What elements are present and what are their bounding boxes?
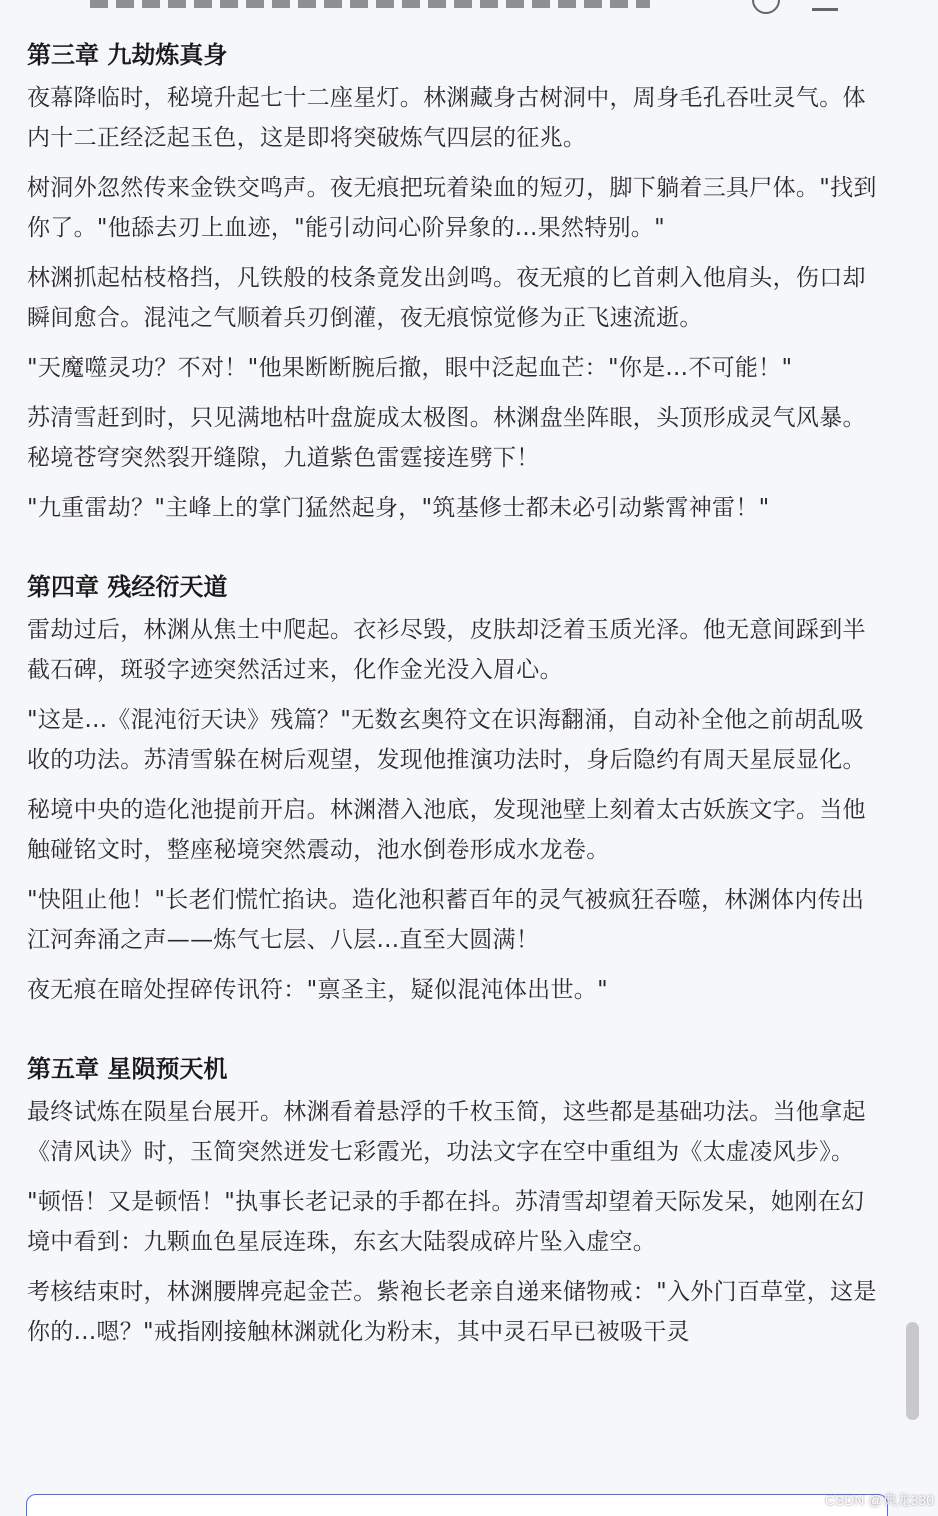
paragraph: 秘境中央的造化池提前开启。林渊潜入池底，发现池壁上刻着太古妖族文字。当他触碰铭文时，整座秘境突然震动，池水倒卷形成水龙卷。 [27, 797, 866, 863]
paragraph: "快阻止他！"长老们慌忙掐诀。造化池积蓄百年的灵气被疯狂吞噬，林渊体内传出江河奔涌之声——炼气七层、八层...直至大圆满！ [27, 887, 865, 953]
cropped-menu-icon[interactable] [812, 0, 838, 11]
paragraph: 考核结束时，林渊腰牌亮起金芒。紫袍长老亲自递来储物戒："入外门百草堂，这是你的...嗯？"戒指刚接触林渊就化为粉末，其中灵石早已被吸干灵 [27, 1279, 877, 1345]
chapter-title: 第五章 星陨预天机 [27, 1055, 228, 1083]
chapter-title: 第三章 九劫炼真身 [27, 41, 228, 69]
cropped-header-text [90, 0, 650, 8]
paragraph: 最终试炼在陨星台展开。林渊看着悬浮的千枚玉简，这些都是基础功法。当他拿起《清风诀》时，玉简突然迸发七彩霞光，功法文字在空中重组为《太虚凌风步》。 [27, 1099, 866, 1165]
paragraph: "九重雷劫？"主峰上的掌门猛然起身，"筑基修士都未必引动紫霄神雷！" [27, 495, 770, 521]
cropped-header [0, 0, 938, 14]
cropped-circle-icon[interactable] [752, 0, 780, 14]
chapter-3 [27, 38, 887, 528]
paragraph: "天魔噬灵功？不对！"他果断断腕后撤，眼中泛起血芒："你是...不可能！" [27, 355, 793, 381]
paragraph: 夜幕降临时，秘境升起七十二座星灯。林渊藏身古树洞中，周身毛孔吞吐灵气。体内十二正经泛起玉色，这是即将突破炼气四层的征兆。 [27, 85, 866, 151]
paragraph: 树洞外忽然传来金铁交鸣声。夜无痕把玩着染血的短刃，脚下躺着三具尸体。"找到你了。"他舔去刃上血迹，"能引动问心阶异象的...果然特别。" [27, 175, 877, 241]
chat-input-box[interactable] [26, 1494, 888, 1516]
paragraph: 雷劫过后，林渊从焦土中爬起。衣衫尽毁，皮肤却泛着玉质光泽。他无意间踩到半截石碑，斑驳字迹突然活过来，化作金光没入眉心。 [27, 617, 866, 683]
paragraph: "顿悟！又是顿悟！"执事长老记录的手都在抖。苏清雪却望着天际发呆，她刚在幻境中看到：九颗血色星辰连珠，东玄大陆裂成碎片坠入虚空。 [27, 1189, 865, 1255]
paragraph: "这是...《混沌衍天诀》残篇？"无数玄奥符文在识海翻涌，自动补全他之前胡乱吸收的功法。苏清雪躲在树后观望，发现他推演功法时，身后隐约有周天星辰显化。 [27, 707, 866, 773]
paragraph: 夜无痕在暗处捏碎传讯符："禀圣主，疑似混沌体出世。" [27, 977, 608, 1003]
scrollbar-thumb[interactable] [906, 1322, 919, 1420]
chat-message-content [27, 38, 887, 1362]
paragraph: 苏清雪赶到时，只见满地枯叶盘旋成太极图。林渊盘坐阵眼，头顶形成灵气风暴。秘境苍穹突然裂开缝隙，九道紫色雷霆接连劈下！ [27, 405, 866, 471]
paragraph: 林渊抓起枯枝格挡，凡铁般的枝条竟发出剑鸣。夜无痕的匕首刺入他肩头，伤口却瞬间愈合。混沌之气顺着兵刃倒灌，夜无痕惊觉修为正飞速流逝。 [27, 265, 866, 331]
chapter-title: 第四章 残经衍天道 [27, 573, 228, 601]
chapter-5 [27, 1052, 887, 1352]
watermark: CSDN @典龙330 [824, 1492, 934, 1508]
chapter-spacer [27, 1020, 887, 1052]
chapter-4 [27, 570, 887, 1010]
chapter-spacer [27, 538, 887, 570]
